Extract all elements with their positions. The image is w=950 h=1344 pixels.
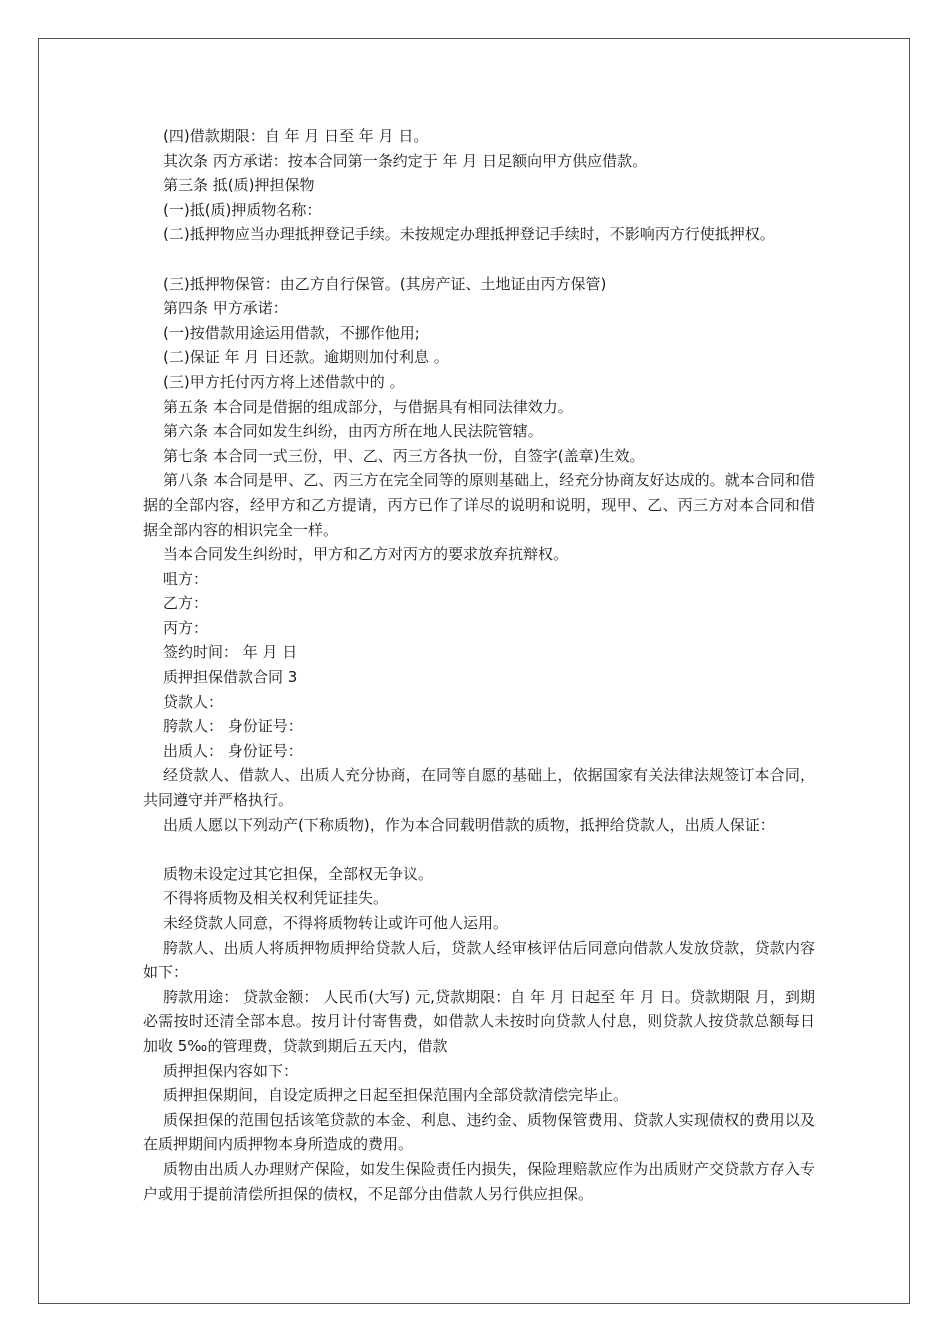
paragraph: 第七条 本合同一式三份，甲、乙、丙三方各执一份，自签字(盖章)生效。 <box>163 446 645 465</box>
signature-line: 丙方： <box>163 618 209 637</box>
paragraph: (四)借款期限：自 年 月 日至 年 月 日。 <box>163 127 429 145</box>
paragraph: (二)抵押物应当办理抵押登记手续。未按规定办理抵押登记手续时，不影响丙方行使抵押权。 <box>163 225 775 244</box>
signature-line: 乙方： <box>163 594 209 613</box>
paragraph: (三)甲方托付丙方将上述借款中的 。 <box>163 372 405 391</box>
paragraph: 不得将质物及相关权利凭证挂失。 <box>163 889 389 908</box>
paragraph: 胯款人、出质人将质押物质押给贷款人后，贷款人经审核评估后同意向借款人发放贷款，贷款内容如下： <box>143 938 815 982</box>
paragraph: 其次条 丙方承诺：按本合同第一条约定于 年 月 日足额向甲方供应借款。 <box>163 151 648 170</box>
party-line: 贷款人： <box>163 692 224 711</box>
paragraph: 质保担保的范围包括该笔贷款的本金、利息、违约金、质物保管费用、贷款人实现债权的费用以及在质押期间内质押物本身所造成的费用。 <box>143 1110 815 1154</box>
signing-date: 签约时间： 年 月 日 <box>163 643 298 662</box>
section-heading: 第三条 抵(质)押担保物 <box>163 176 315 195</box>
paragraph: 第八条 本合同是甲、乙、丙三方在完全同等的原则基础上，经充分协商友好达成的。就本合同和借据的全部内容，经甲方和乙方提请，丙方已作了详尽的说明和说明，现甲、乙、丙三方对本合同和借据全部内容的相识完全一样。 <box>143 471 815 539</box>
paragraph: 经贷款人、借款人、出质人充分协商，在同等自愿的基础上，依据国家有关法律法规签订本合同，共同遵守并严格执行。 <box>143 766 815 810</box>
paragraph: 第五条 本合同是借据的组成部分，与借据具有相同法律效力。 <box>163 397 573 416</box>
contract-title: 质押担保借款合同 3 <box>163 668 298 687</box>
paragraph: 出质人愿以下列动产(下称质物)，作为本合同载明借款的质物，抵押给贷款人，出质人保证： <box>163 815 775 834</box>
paragraph: 第六条 本合同如发生纠纷，由丙方所在地人民法院管辖。 <box>163 422 543 441</box>
paragraph: (一)抵(质)押质物名称： <box>163 200 322 219</box>
paragraph: 质物由出质人办理财产保险，如发生保险责任内损失，保险理赔款应作为出质财产交贷款方存入专户或用于提前清偿所担保的债权，不足部分由借款人另行供应担保。 <box>143 1159 815 1203</box>
paragraph: 胯款用途： 贷款金额： 人民币(大写) 元,贷款期限：自 年 月 日起至 年 月 日。贷款期限 月，到期必需按时还清全部本息。按月计付寄售费，如借款人未按时向贷款人付息，则贷款人按贷款总额每日加收 5‰的管理费，贷款到期后五天内，借款 <box>143 987 815 1055</box>
paragraph: 当本合同发生纠纷时，甲方和乙方对丙方的要求放弃抗辩权。 <box>163 545 569 564</box>
paragraph: 质押担保内容如下： <box>163 1061 299 1080</box>
document-body <box>143 124 815 1206</box>
paragraph: (三)抵押物保管：由乙方自行保管。(其房产证、土地证由丙方保管) <box>163 274 607 293</box>
signature-line: 咀方： <box>163 569 209 588</box>
paragraph: (一)按借款用途运用借款，不挪作他用; <box>163 323 420 342</box>
party-line: 出质人： 身份证号： <box>163 741 303 760</box>
paragraph: (二)保证 年 月 日还款。逾期则加付利息 。 <box>163 348 449 367</box>
section-heading: 第四条 甲方承诺： <box>163 299 288 318</box>
paragraph: 未经贷款人同意，不得将质物转让或许可他人运用。 <box>163 914 509 932</box>
paragraph: 质押担保期间，自设定质押之日起至担保范围内全部贷款清偿完毕止。 <box>163 1086 629 1105</box>
party-line: 胯款人： 身份证号： <box>163 717 303 736</box>
paragraph: 质物未设定过其它担保，全部权无争议。 <box>163 864 434 883</box>
